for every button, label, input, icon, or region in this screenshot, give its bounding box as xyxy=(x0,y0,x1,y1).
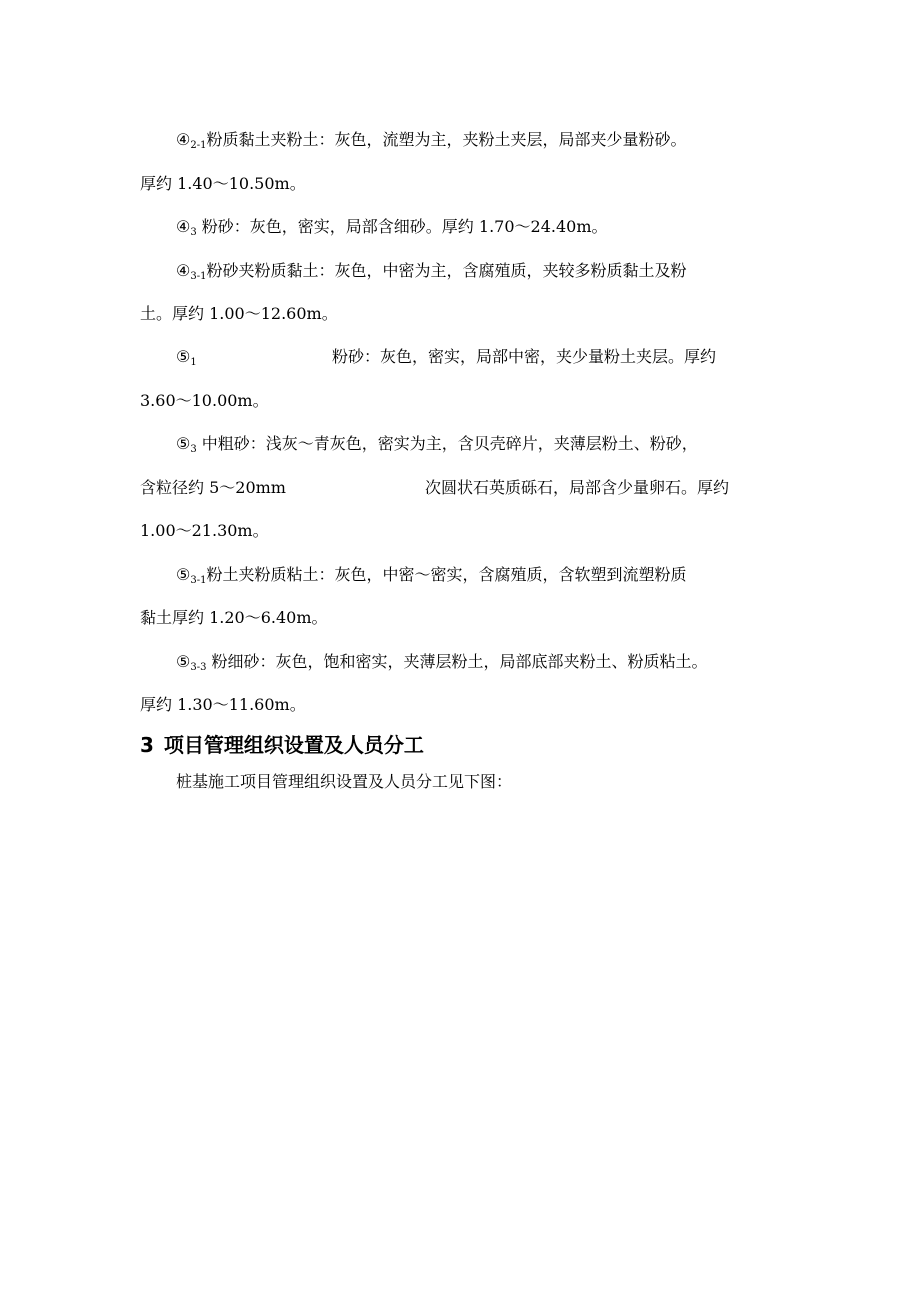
layer-description: 粉砂夹粉质黏土：灰色，中密为主，含腐殖质，夹较多粉质黏土及粉 xyxy=(206,261,687,280)
section-number: 3 xyxy=(140,733,154,757)
layer-marker: ⑤ xyxy=(176,565,191,584)
layer-subscript: 3 xyxy=(190,227,197,238)
layer-subscript: 2-1 xyxy=(190,140,207,151)
layer-marker: ⑤ xyxy=(176,347,191,366)
paragraph-5-1-line-2: 3.60～10.00m。 xyxy=(140,391,269,410)
layer-marker: ④ xyxy=(176,261,191,280)
paragraph-4-2-1-line-1 xyxy=(176,130,686,150)
section-heading xyxy=(140,732,424,758)
layer-description: 粉细砂：灰色，饱和密实，夹薄层粉土，局部底部夹粉土、粉质粘土。 xyxy=(206,652,708,671)
layer-marker: ④ xyxy=(176,130,191,149)
layer-subscript: 3-1 xyxy=(190,271,207,282)
paragraph-5-3-line-3: 1.00～21.30m。 xyxy=(140,521,269,540)
paragraph-5-3-line-1 xyxy=(176,434,698,454)
layer-marker: ⑤ xyxy=(176,434,191,453)
paragraph-4-3-1-line-1 xyxy=(176,261,686,281)
layer-subscript: 3-3 xyxy=(190,662,207,673)
layer-subscript: 3 xyxy=(190,444,197,455)
paragraph-5-3-1-line-2: 黏土厚约 1.20～6.40m。 xyxy=(140,608,328,627)
paragraph-4-3-1-line-2: 土。厚约 1.00～12.60m。 xyxy=(140,304,338,323)
layer-description: 粉质黏土夹粉土：灰色，流塑为主，夹粉土夹层，局部夹少量粉砂。 xyxy=(206,130,687,149)
layer-subscript: 3-1 xyxy=(190,575,207,586)
paragraph-5-3-1-line-1 xyxy=(176,565,686,585)
paragraph-5-1-line-1 xyxy=(176,347,197,367)
layer-subscript: 1 xyxy=(190,357,197,368)
layer-description: 粉土夹粉质粘土：灰色，中密～密实，含腐殖质，含软塑到流塑粉质 xyxy=(206,565,687,584)
paragraph-5-3-3-line-2: 厚约 1.30～11.60m。 xyxy=(140,695,306,714)
paragraph-4-3-line-1 xyxy=(176,217,608,237)
paragraph-5-3-line-2b: 次圆状石英质砾石，局部含少量卵石。厚约 xyxy=(425,478,730,497)
section-title: 项目管理组织设置及人员分工 xyxy=(163,733,424,757)
layer-description: 中粗砂：浅灰～青灰色，密实为主，含贝壳碎片，夹薄层粉土、粉砂， xyxy=(196,434,698,453)
paragraph-5-3-3-line-1 xyxy=(176,652,708,672)
layer-marker: ④ xyxy=(176,217,191,236)
paragraph-4-2-1-line-2: 厚约 1.40～10.50m。 xyxy=(140,174,306,193)
section-intro: 桩基施工项目管理组织设置及人员分工见下图： xyxy=(176,772,513,791)
layer-marker: ⑤ xyxy=(176,652,191,671)
paragraph-5-1-description: 粉砂：灰色，密实，局部中密，夹少量粉土夹层。厚约 xyxy=(332,347,717,366)
paragraph-5-3-line-2a: 含粒径约 5～20mm xyxy=(140,478,286,497)
layer-description: 粉砂：灰色，密实，局部含细砂。厚约 1.70～24.40m。 xyxy=(196,217,608,236)
